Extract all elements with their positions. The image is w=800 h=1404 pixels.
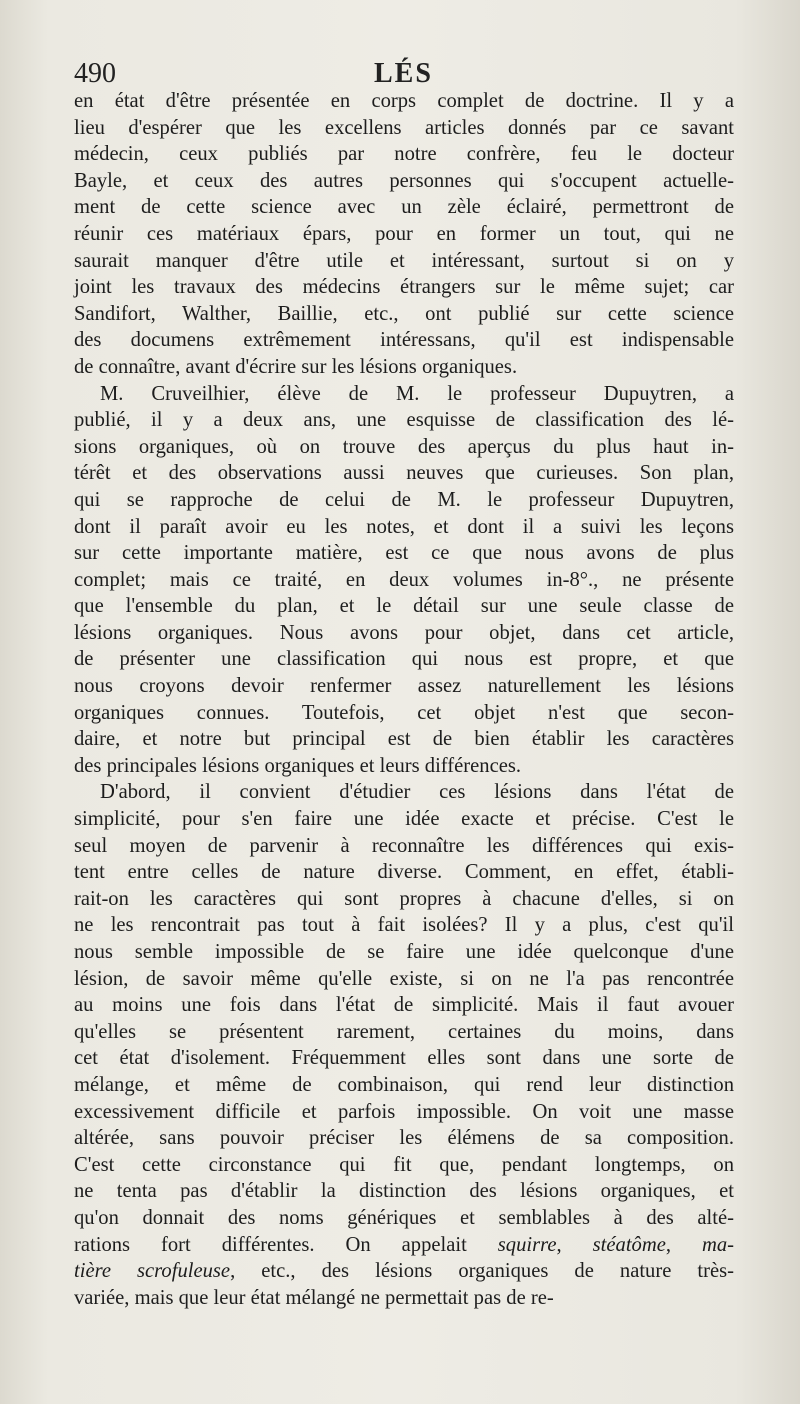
body-text xyxy=(74,88,734,1311)
text-line: qu'on donnait des noms génériques et semblables à des alté- xyxy=(74,1206,734,1229)
text-line: sions organiques, où on trouve des aperçus du plus haut in- xyxy=(74,435,734,458)
text-line: C'est cette circonstance qui fit que, pendant longtemps, on xyxy=(74,1153,734,1176)
text-line: rait-on les caractères qui sont propres à chacune d'elles, si on xyxy=(74,887,734,910)
text-line: que l'ensemble du plan, et le détail sur une seule classe de xyxy=(74,595,734,618)
text-line: D'abord, il convient d'étudier ces lésions dans l'état de xyxy=(100,781,734,804)
text-line: cet état d'isolement. Fréquemment elles sont dans une sorte de xyxy=(74,1047,734,1070)
text-line: M. Cruveilhier, élève de M. le professeur Dupuytren, a xyxy=(100,382,734,405)
paragraph-2 xyxy=(74,381,734,780)
text-line: ne tenta pas d'établir la distinction des lésions organiques, et xyxy=(74,1180,734,1203)
text-line: qui se rapproche de celui de M. le professeur Dupuytren, xyxy=(74,488,734,511)
text-line: lieu d'espérer que les excellens articles donnés par ce savant xyxy=(74,116,734,139)
text-line: altérée, sans pouvoir préciser les élémens de sa composition. xyxy=(74,1127,734,1150)
running-head: LÉS xyxy=(374,58,433,89)
text-line: en état d'être présentée en corps complet de doctrine. Il y a xyxy=(74,90,734,112)
text-line: térêt et des observations aussi neuves que curieuses. Son plan, xyxy=(74,462,734,485)
paragraph-3 xyxy=(74,779,734,1311)
text-line: au moins une fois dans l'état de simplicité. Mais il faut avouer xyxy=(74,994,734,1017)
text-line: organiques connues. Toutefois, cet objet n'est que secon- xyxy=(74,701,734,724)
text-line: de connaître, avant d'écrire sur les lésions organiques. xyxy=(74,355,518,378)
page-number: 490 xyxy=(74,58,116,89)
text-line: Bayle, et ceux des autres personnes qui s'occupent actuelle- xyxy=(74,169,734,192)
text-line: réunir ces matériaux épars, pour en former un tout, qui ne xyxy=(74,222,734,245)
text-line: nous croyons devoir renfermer assez naturellement les lésions xyxy=(74,675,734,698)
text-line: tière scrofuleuse, etc., des lésions organiques de nature très- xyxy=(74,1260,734,1283)
text-line: des principales lésions organiques et leurs différences. xyxy=(74,754,522,777)
text-line: complet; mais ce traité, en deux volumes in-8°., ne présente xyxy=(74,568,734,591)
text-line: simplicité, pour s'en faire une idée exacte et précise. C'est le xyxy=(74,808,734,831)
text-line: nous semble impossible de se faire une idée quelconque d'une xyxy=(74,941,734,963)
text-line: excessivement difficile et parfois impossible. On voit une masse xyxy=(74,1100,734,1123)
text-line: lésions organiques. Nous avons pour objet, dans cet article, xyxy=(74,621,734,644)
text-line: dont il paraît avoir eu les notes, et dont il a suivi les leçons xyxy=(74,515,734,538)
text-line: des documens extrêmement intéressans, qu'il est indispensable xyxy=(74,329,734,352)
text-line: ment de cette science avec un zèle éclairé, permettront de xyxy=(74,196,734,219)
text-line: seul moyen de parvenir à reconnaître les différences qui exis- xyxy=(74,834,734,857)
text-line: mélange, et même de combinaison, qui rend leur distinction xyxy=(74,1073,734,1096)
paragraph-1 xyxy=(74,88,734,381)
text-line: publié, il y a deux ans, une esquisse de classification des lé- xyxy=(74,409,734,432)
text-line: qu'elles se présentent rarement, certaines du moins, dans xyxy=(74,1020,734,1043)
text-line: sur cette importante matière, est ce que nous avons de plus xyxy=(74,542,734,565)
text-line: joint les travaux des médecins étrangers sur le même sujet; car xyxy=(74,276,734,299)
text-line: de présenter une classification qui nous est propre, et que xyxy=(74,648,734,671)
text-line: saurait manquer d'être utile et intéressant, surtout si on y xyxy=(74,249,734,272)
text-line: lésion, de savoir même qu'elle existe, si on ne l'a pas rencontrée xyxy=(74,967,734,990)
text-line: Sandifort, Walther, Baillie, etc., ont publié sur cette science xyxy=(74,302,734,325)
text-line: tent entre celles de nature diverse. Comment, en effet, établi- xyxy=(74,861,734,884)
text-line: ne les rencontrait pas tout à fait isolées? Il y a plus, c'est qu'il xyxy=(74,914,734,937)
text-line: rations fort différentes. On appelait squirre, stéatôme, ma- xyxy=(74,1233,735,1256)
text-line: daire, et notre but principal est de bien établir les caractères xyxy=(74,728,734,751)
text-line: variée, mais que leur état mélangé ne permettait pas de re- xyxy=(74,1286,554,1309)
text-line: médecin, ceux publiés par notre confrère, feu le docteur xyxy=(74,143,734,166)
